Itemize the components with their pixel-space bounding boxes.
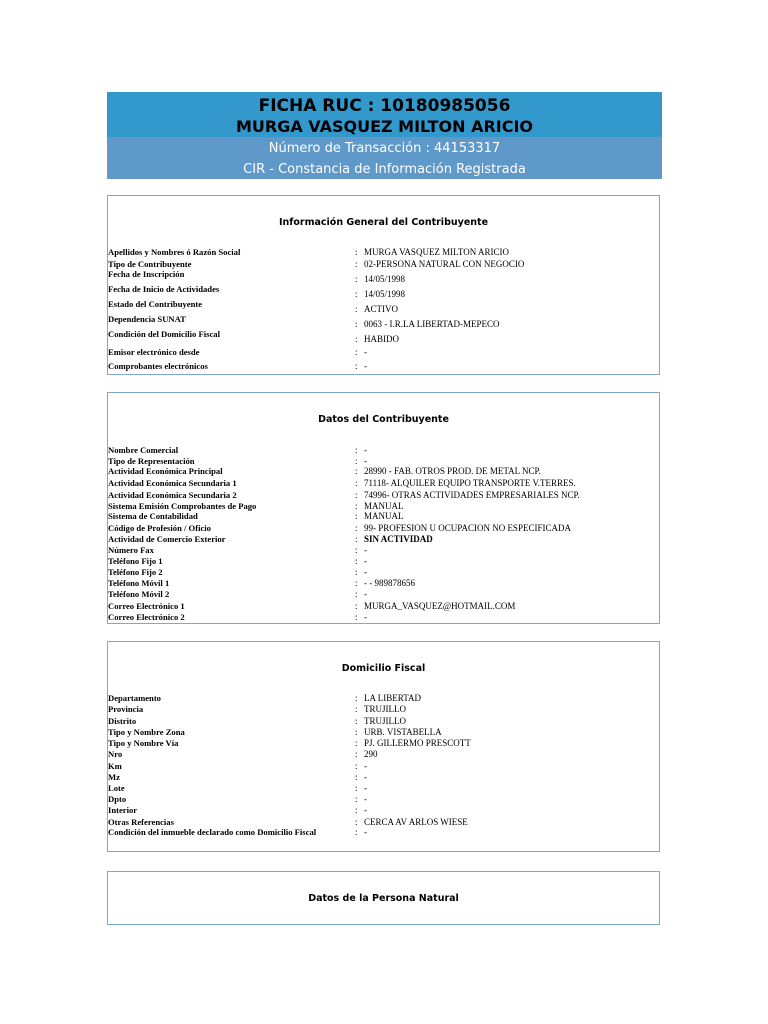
header-subtitle-band	[107, 137, 662, 179]
info-row	[108, 360, 659, 372]
info-separator: :	[355, 334, 358, 344]
info-label: Condición del Domicilio Fiscal	[108, 329, 220, 339]
info-separator: :	[355, 347, 358, 357]
info-label: Teléfono Móvil 1	[108, 578, 170, 588]
info-label: Teléfono Fijo 2	[108, 567, 163, 577]
info-label: Correo Electrónico 2	[108, 612, 185, 622]
info-row	[108, 258, 659, 270]
info-label: Mz	[108, 772, 120, 782]
info-label: Actividad Económica Principal	[108, 466, 223, 476]
info-label: Nro	[108, 749, 123, 759]
info-label: Fecha de Inicio de Actividades	[108, 284, 220, 294]
info-separator: :	[355, 612, 358, 622]
info-label: Actividad de Comercio Exterior	[108, 534, 226, 544]
info-separator: :	[355, 490, 358, 500]
info-value: -	[364, 567, 367, 577]
info-row	[108, 510, 659, 522]
info-label: Fecha de Inscripción	[108, 269, 185, 279]
info-value: 14/05/1998	[364, 289, 406, 299]
info-label: Número Fax	[108, 545, 154, 555]
fiscal-address-title: Domicilio Fiscal	[341, 663, 426, 674]
info-label: Correo Electrónico 1	[108, 601, 185, 611]
info-value: URB. VISTABELLA	[364, 727, 442, 737]
info-label: Tipo y Nombre Vía	[108, 738, 179, 748]
info-separator: :	[355, 556, 358, 566]
info-label: Departamento	[108, 693, 161, 703]
info-separator: :	[355, 589, 358, 599]
info-value: MURGA VASQUEZ MILTON ARICIO	[364, 247, 509, 257]
info-row	[108, 804, 659, 816]
info-separator: :	[355, 289, 358, 299]
ficha-ruc-title: FICHA RUC : 10180985056	[258, 96, 511, 116]
info-separator: :	[355, 716, 358, 726]
info-separator: :	[355, 501, 358, 511]
info-value: -	[364, 772, 367, 782]
info-separator: :	[355, 534, 358, 544]
info-label: Dependencia SUNAT	[108, 314, 186, 324]
info-label: Interior	[108, 805, 138, 815]
info-separator: :	[355, 772, 358, 782]
info-separator: :	[355, 445, 358, 455]
info-row	[108, 703, 659, 715]
info-label: Apellidos y Nombres ó Razón Social	[108, 247, 241, 257]
info-label: Actividad Económica Secundaria 2	[108, 490, 237, 500]
info-label: Emisor electrónico desde	[108, 347, 200, 357]
info-label: Sistema de Contabilidad	[108, 511, 198, 521]
info-value: -	[364, 445, 367, 455]
info-label: Código de Profesión / Oficio	[108, 523, 211, 533]
info-separator: :	[355, 783, 358, 793]
taxpayer-name-title: MURGA VASQUEZ MILTON ARICIO	[235, 117, 534, 136]
info-value: MURGA_VASQUEZ@HOTMAIL.COM	[364, 601, 516, 611]
info-value: LA LIBERTAD	[364, 693, 421, 703]
info-separator: :	[355, 361, 358, 371]
info-label: Condición del inmueble declarado como Domicilio Fiscal	[108, 827, 317, 837]
info-separator: :	[355, 749, 358, 759]
info-separator: :	[355, 523, 358, 533]
info-separator: :	[355, 466, 358, 476]
info-separator: :	[355, 247, 358, 257]
general-info-title: Información General del Contribuyente	[278, 217, 489, 228]
info-value: HABIDO	[364, 334, 399, 344]
info-row	[108, 246, 659, 258]
info-value: -	[364, 761, 367, 771]
info-label: Comprobantes electrónicos	[108, 361, 208, 371]
info-row	[108, 748, 659, 760]
info-value: TRUJILLO	[364, 704, 406, 714]
natural-person-title: Datos de la Persona Natural	[308, 893, 459, 904]
info-value: ACTIVO	[364, 304, 398, 314]
info-value: 99- PROFESION U OCUPACION NO ESPECIFICADA	[364, 523, 571, 533]
info-value: 290	[364, 749, 378, 759]
info-label: Tipo de Contribuyente	[108, 259, 192, 269]
info-label: Nombre Comercial	[108, 445, 179, 455]
info-separator: :	[355, 693, 358, 703]
info-label: Km	[108, 761, 122, 771]
info-separator: :	[355, 511, 358, 521]
contributor-data-title: Datos del Contribuyente	[318, 414, 449, 425]
info-label: Provincia	[108, 704, 144, 714]
natural-person-panel	[107, 871, 660, 925]
info-value: CERCA AV ARLOS WIESE	[364, 817, 468, 827]
info-value: MANUAL	[364, 511, 404, 521]
info-separator: :	[355, 827, 358, 837]
info-label: Dpto	[108, 794, 127, 804]
info-label: Sistema Emisión Comprobantes de Pago	[108, 501, 257, 511]
info-separator: :	[355, 274, 358, 284]
info-separator: :	[355, 601, 358, 611]
info-label: Otras Referencias	[108, 817, 174, 827]
info-value: -	[364, 456, 367, 466]
info-separator: :	[355, 545, 358, 555]
info-separator: :	[355, 478, 358, 488]
info-separator: :	[355, 704, 358, 714]
info-label: Teléfono Móvil 2	[108, 589, 170, 599]
info-separator: :	[355, 727, 358, 737]
info-separator: :	[355, 578, 358, 588]
info-value: -	[364, 347, 367, 357]
info-row	[108, 330, 659, 342]
info-label: Estado del Contribuyente	[108, 299, 203, 309]
info-row	[108, 588, 659, 600]
info-row	[108, 826, 659, 838]
cir-subtitle: CIR - Constancia de Información Registrada	[243, 162, 526, 177]
info-separator: :	[355, 456, 358, 466]
info-value: -	[364, 361, 367, 371]
info-label: Tipo de Representación	[108, 456, 195, 466]
info-row	[108, 465, 659, 477]
info-separator: :	[355, 761, 358, 771]
document-header	[107, 92, 662, 179]
info-value: 02-PERSONA NATURAL CON NEGOCIO	[364, 259, 525, 269]
info-row	[108, 477, 659, 489]
info-value: -	[364, 794, 367, 804]
info-value: -	[364, 783, 367, 793]
info-value: -	[364, 545, 367, 555]
info-value: TRUJILLO	[364, 716, 406, 726]
info-value: - - 989878656	[364, 578, 415, 588]
info-label: Actividad Económica Secundaria 1	[108, 478, 237, 488]
contributor-data-panel	[107, 392, 660, 624]
info-separator: :	[355, 738, 358, 748]
info-value: -	[364, 827, 367, 837]
info-value: -	[364, 589, 367, 599]
info-separator: :	[355, 259, 358, 269]
general-info-panel	[107, 195, 660, 375]
header-title-band	[107, 92, 662, 137]
info-separator: :	[355, 805, 358, 815]
info-label: Lote	[108, 783, 125, 793]
info-value: 74996- OTRAS ACTIVIDADES EMPRESARIALES NCP.	[364, 490, 580, 500]
info-row	[108, 270, 659, 282]
info-row	[108, 315, 659, 327]
info-value: -	[364, 805, 367, 815]
info-value: PJ. GILLERMO PRESCOTT	[364, 738, 471, 748]
info-value: -	[364, 612, 367, 622]
info-row	[108, 300, 659, 312]
info-separator: :	[355, 817, 358, 827]
info-separator: :	[355, 319, 358, 329]
info-row	[108, 346, 659, 358]
info-value: 71118- ALQUILER EQUIPO TRANSPORTE V.TERRES.	[364, 478, 576, 488]
info-separator: :	[355, 304, 358, 314]
info-label: Teléfono Fijo 1	[108, 556, 163, 566]
info-value: 28990 - FAB. OTROS PROD. DE METAL NCP.	[364, 466, 541, 476]
info-row	[108, 285, 659, 297]
info-value: SIN ACTIVIDAD	[364, 534, 433, 544]
info-label: Tipo y Nombre Zona	[108, 727, 185, 737]
info-separator: :	[355, 794, 358, 804]
info-value: -	[364, 556, 367, 566]
info-value: 0063 - I.R.LA LIBERTAD-MEPECO	[364, 319, 500, 329]
info-value: MANUAL	[364, 501, 404, 511]
transaction-number: Número de Transacción : 44153317	[268, 141, 501, 156]
info-row	[108, 611, 659, 623]
fiscal-address-panel	[107, 641, 660, 852]
info-value: 14/05/1998	[364, 274, 406, 284]
info-separator: :	[355, 567, 358, 577]
info-label: Distrito	[108, 716, 137, 726]
